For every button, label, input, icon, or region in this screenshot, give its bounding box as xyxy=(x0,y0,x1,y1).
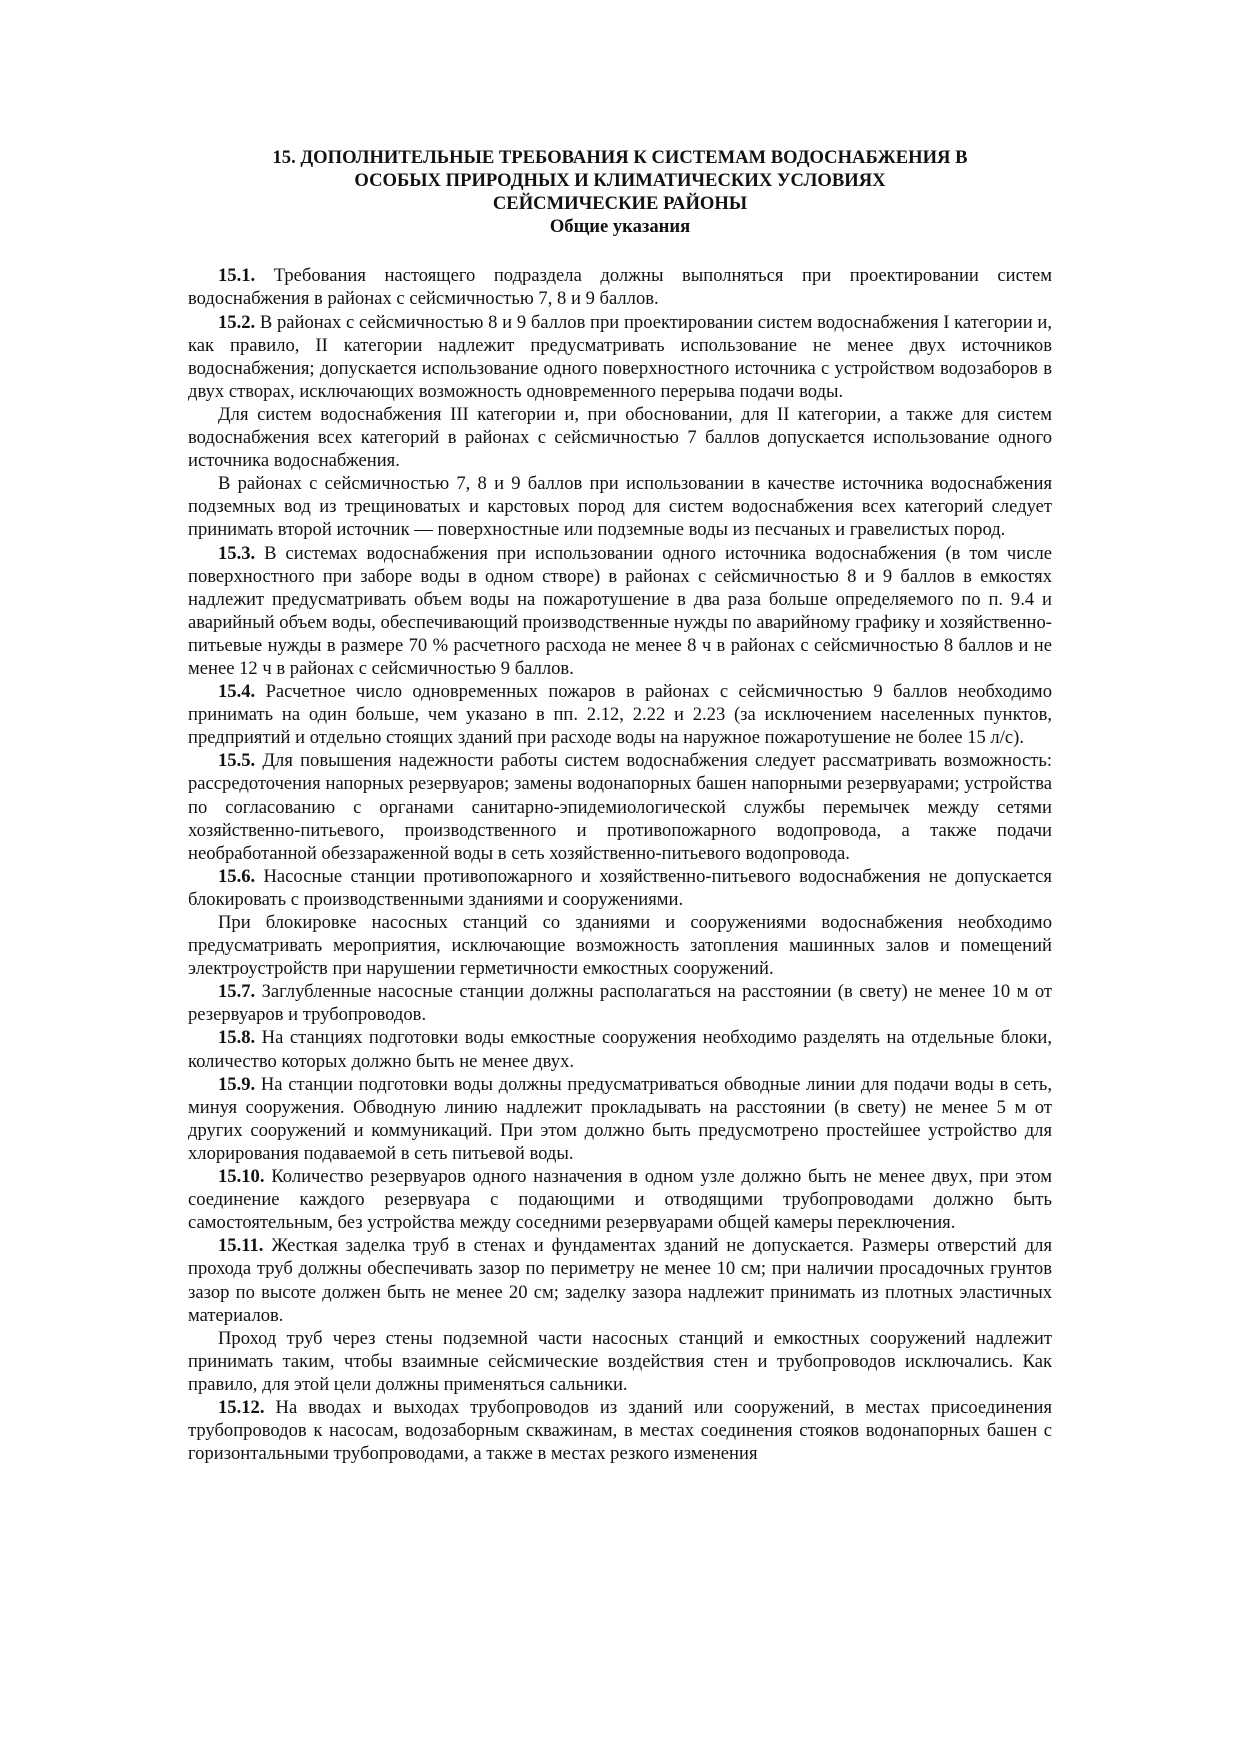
clause-number: 15.11. xyxy=(218,1235,264,1257)
heading-line-4: Общие указания xyxy=(549,216,691,238)
clause-text: В районах с сейсмичностью 8 и 9 баллов при проектировании систем водоснабжения I категории и, как правило, II категории надлежит предусматривать использование не менее двух источников водоснабжения; допускается использование одного поверхностного источника с устройством водозаборов в двух створах, исключающих возможность одновременного перерыва подачи воды. xyxy=(188,311,1052,402)
paragraph-15-4 xyxy=(188,680,1052,749)
clause-number: 15.1. xyxy=(218,265,256,287)
paragraph-15-11 xyxy=(188,1234,1052,1326)
paragraph-15-2-cont-1 xyxy=(188,403,1052,472)
clause-number: 15.5. xyxy=(218,750,256,772)
clause-text: На вводах и выходах трубопроводов из зданий или сооружений, в местах присоединения трубопроводов к насосам, водозаборным скважинам, в местах соединения стояков водонапорных башен с горизонтальными трубопроводами, а также в местах резкого изменения xyxy=(188,1396,1052,1465)
clause-number: 15.9. xyxy=(218,1073,256,1095)
clause-text: Заглубленные насосные станции должны располагаться на расстоянии (в свету) не менее 10 м от резервуаров и трубопроводов. xyxy=(188,981,1052,1026)
heading-line-2: ОСОБЫХ ПРИРОДНЫХ И КЛИМАТИЧЕСКИХ УСЛОВИЯХ xyxy=(354,170,886,192)
paragraph-15-1 xyxy=(188,264,1052,310)
paragraph-15-2-cont-2 xyxy=(188,472,1052,541)
section-heading xyxy=(188,146,1052,238)
paragraph-15-12 xyxy=(188,1396,1052,1465)
clause-text: На станциях подготовки воды емкостные сооружения необходимо разделять на отдельные блоки, количество которых должно быть не менее двух. xyxy=(188,1027,1052,1072)
clause-text: Количество резервуаров одного назначения в одном узле должно быть не менее двух, при этом соединение каждого резервуара с подающими и отводящими трубопроводами должно быть самостоятельным, без устройства между соседними резервуарами общей камеры переключения. xyxy=(188,1166,1052,1234)
document-body xyxy=(188,264,1052,1465)
clause-number: 15.7. xyxy=(218,981,256,1003)
clause-number: 15.3. xyxy=(218,542,256,564)
clause-number: 15.12. xyxy=(218,1396,265,1418)
clause-text: При блокировке насосных станций со зданиями и сооружениями водоснабжения необходимо предусматривать мероприятия, исключающие возможность затопления машинных залов и помещений электроустройств при нарушении герметичности емкостных сооружений. xyxy=(188,912,1052,980)
clause-text: Жесткая заделка труб в стенах и фундаментах зданий не допускается. Размеры отверстий для прохода труб должны обеспечивать зазор по периметру не менее 10 см; при наличии просадочных грунтов зазор по высоте должен быть не менее 20 см; заделку зазора надлежит принимать из плотных эластичных материалов. xyxy=(188,1235,1052,1326)
heading-line-3: СЕЙСМИЧЕСКИЕ РАЙОНЫ xyxy=(492,193,748,215)
clause-text: Насосные станции противопожарного и хозяйственно-питьевого водоснабжения не допускается блокировать с производственными зданиями и сооружениями. xyxy=(188,865,1052,910)
paragraph-15-6 xyxy=(188,865,1052,911)
clause-text: На станции подготовки воды должны предусматриваться обводные линии для подачи воды в сеть, минуя сооружения. Обводную линию надлежит прокладывать на расстоянии (в свету) не менее 5 м от других сооружений и коммуникаций. При этом должно быть предусмотрено простейшее устройство для хлорирования подаваемой в сеть питьевой воды. xyxy=(188,1073,1052,1164)
paragraph-15-3 xyxy=(188,542,1052,681)
clause-text: Для повышения надежности работы систем водоснабжения следует рассматривать возможность: рассредоточения напорных резервуаров; замены водонапорных башен напорными резервуарами; устройства по согласованию с органами санитарно-эпидемиологической службы перемычек между сетями хозяйственно-питьевого, производственного и противопожарного водопровода, а также подачи необработанной обеззараженной воды в сеть хозяйственно-питьевого водопровода. xyxy=(188,750,1052,864)
paragraph-15-6-cont xyxy=(188,911,1052,980)
clause-number: 15.10. xyxy=(218,1166,265,1188)
paragraph-15-8 xyxy=(188,1026,1052,1072)
clause-text: В системах водоснабжения при использовании одного источника водоснабжения (в том числе поверхностного при заборе воды в одном створе) в районах с сейсмичностью 8 и 9 баллов в емкостях надлежит предусматривать объем воды на пожаротушение в два раза больше определяемого по п. 9.4 и аварийный объем воды, обеспечивающий производственные нужды по аварийному графику и хозяйственно-питьевые нужды в размере 70 % расчетного расхода не менее 8 ч в районах с сейсмичностью 8 баллов и не менее 12 ч в районах с сейсмичностью 9 баллов. xyxy=(188,542,1052,679)
paragraph-15-7 xyxy=(188,980,1052,1026)
clause-text: Проход труб через стены подземной части насосных станций и емкостных сооружений надлежит принимать таким, чтобы взаимные сейсмические воздействия стен и трубопроводов исключались. Как правило, для этой цели должны применяться сальники. xyxy=(188,1327,1052,1395)
heading-line-1: 15. ДОПОЛНИТЕЛЬНЫЕ ТРЕБОВАНИЯ К СИСТЕМАМ ВОДОСНАБЖЕНИЯ В xyxy=(272,147,968,168)
clause-number: 15.8. xyxy=(218,1027,256,1049)
clause-text: Требования настоящего подраздела должны выполняться при проектировании систем водоснабжения в районах с сейсмичностью 7, 8 и 9 баллов. xyxy=(188,265,1052,310)
paragraph-15-10 xyxy=(188,1165,1052,1234)
document-page xyxy=(188,146,1052,1465)
paragraph-15-11-cont xyxy=(188,1327,1052,1396)
paragraph-15-5 xyxy=(188,749,1052,864)
clause-number: 15.2. xyxy=(218,311,256,333)
clause-text: В районах с сейсмичностью 7, 8 и 9 баллов при использовании в качестве источника водоснабжения подземных вод из трещиноватых и карстовых пород для систем водоснабжения всех категорий следует принимать второй источник — поверхностные или подземные воды из песчаных и гравелистых пород. xyxy=(188,473,1052,541)
paragraph-15-2 xyxy=(188,311,1052,403)
clause-text: Расчетное число одновременных пожаров в районах с сейсмичностью 9 баллов необходимо принимать на один больше, чем указано в пп. 2.12, 2.22 и 2.23 (за исключением населенных пунктов, предприятий и отдельно стоящих зданий при расходе воды на наружное пожаротушение не более 15 л/с). xyxy=(188,681,1052,749)
clause-number: 15.4. xyxy=(218,681,256,703)
clause-number: 15.6. xyxy=(218,865,256,887)
paragraph-15-9 xyxy=(188,1073,1052,1165)
clause-text: Для систем водоснабжения III категории и, при обосновании, для II категории, а также для систем водоснабжения всех категорий в районах с сейсмичностью 7 баллов допускается использование одного источника водоснабжения. xyxy=(188,403,1052,472)
